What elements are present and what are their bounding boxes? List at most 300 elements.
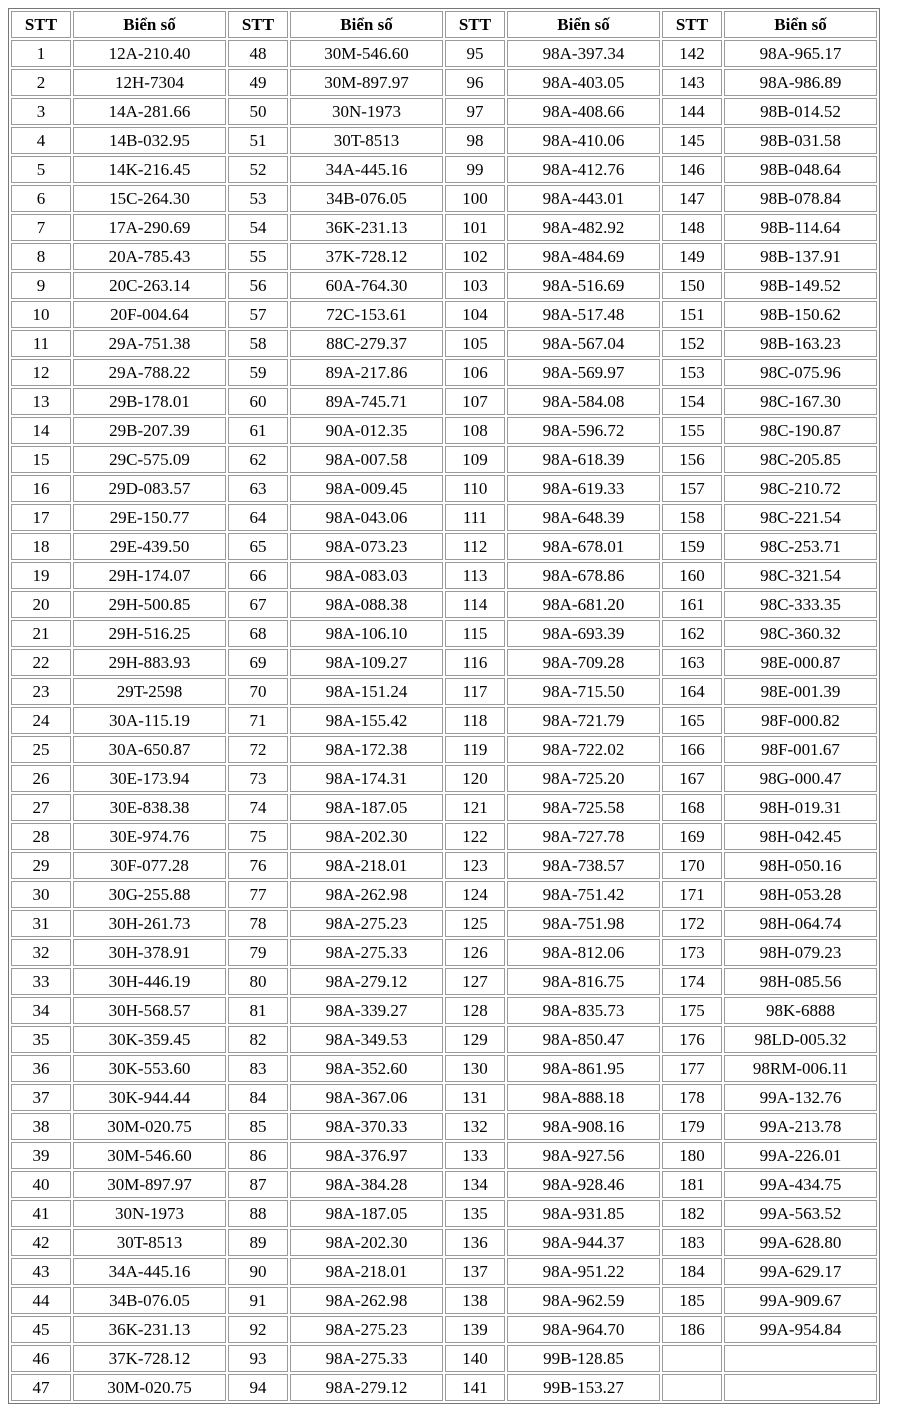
stt-cell: 54 (228, 214, 288, 241)
plate-number-cell: 98K-6888 (724, 997, 877, 1024)
plate-number-cell: 30M-897.97 (290, 69, 443, 96)
plate-number-cell: 30K-359.45 (73, 1026, 226, 1053)
stt-cell: 3 (11, 98, 71, 125)
plate-number-cell: 98A-962.59 (507, 1287, 660, 1314)
plate-number-cell: 98A-083.03 (290, 562, 443, 589)
stt-cell: 110 (445, 475, 505, 502)
plate-number-cell: 98G-000.47 (724, 765, 877, 792)
plate-number-cell: 98A-043.06 (290, 504, 443, 531)
plate-number-cell: 98H-053.28 (724, 881, 877, 908)
stt-cell: 155 (662, 417, 722, 444)
stt-cell: 89 (228, 1229, 288, 1256)
stt-cell: 119 (445, 736, 505, 763)
stt-cell: 37 (11, 1084, 71, 1111)
stt-cell: 154 (662, 388, 722, 415)
plate-number-cell: 98B-014.52 (724, 98, 877, 125)
plate-number-cell: 98A-678.86 (507, 562, 660, 589)
plate-number-cell: 98A-202.30 (290, 823, 443, 850)
plate-number-cell: 98A-349.53 (290, 1026, 443, 1053)
stt-cell: 7 (11, 214, 71, 241)
plate-number-cell: 98B-137.91 (724, 243, 877, 270)
table-row (11, 881, 877, 908)
plate-number-cell: 98A-106.10 (290, 620, 443, 647)
stt-cell: 1 (11, 40, 71, 67)
stt-cell: 160 (662, 562, 722, 589)
plate-number-cell: 98A-951.22 (507, 1258, 660, 1285)
plate-number-cell: 30E-974.76 (73, 823, 226, 850)
plate-number-cell: 30H-378.91 (73, 939, 226, 966)
stt-cell: 183 (662, 1229, 722, 1256)
plate-number-cell: 98A-172.38 (290, 736, 443, 763)
stt-cell: 68 (228, 620, 288, 647)
table-row (11, 1084, 877, 1111)
stt-cell: 108 (445, 417, 505, 444)
stt-cell: 52 (228, 156, 288, 183)
plate-number-cell: 98A-367.06 (290, 1084, 443, 1111)
stt-cell: 41 (11, 1200, 71, 1227)
stt-cell: 56 (228, 272, 288, 299)
plate-number-cell: 98A-275.33 (290, 939, 443, 966)
table-row (11, 504, 877, 531)
stt-cell: 95 (445, 40, 505, 67)
plate-number-cell: 30M-020.75 (73, 1113, 226, 1140)
plate-number-cell: 99A-434.75 (724, 1171, 877, 1198)
stt-header: STT (228, 11, 288, 38)
plate-number-cell: 98A-187.05 (290, 1200, 443, 1227)
table-row (11, 1316, 877, 1343)
plate-number-cell: 98B-078.84 (724, 185, 877, 212)
plate-number-cell: 98A-678.01 (507, 533, 660, 560)
table-row (11, 852, 877, 879)
plate-number-cell: 99A-213.78 (724, 1113, 877, 1140)
stt-cell: 79 (228, 939, 288, 966)
plate-number-cell: 30E-838.38 (73, 794, 226, 821)
stt-cell: 72 (228, 736, 288, 763)
stt-cell: 50 (228, 98, 288, 125)
plate-number-cell: 98A-339.27 (290, 997, 443, 1024)
table-row (11, 243, 877, 270)
plate-number-cell: 98A-187.05 (290, 794, 443, 821)
stt-cell: 27 (11, 794, 71, 821)
plate-number-cell: 14A-281.66 (73, 98, 226, 125)
table-row (11, 794, 877, 821)
plate-header: Biển số (507, 11, 660, 38)
stt-cell: 173 (662, 939, 722, 966)
plate-number-cell: 98A-908.16 (507, 1113, 660, 1140)
stt-cell: 127 (445, 968, 505, 995)
stt-cell: 125 (445, 910, 505, 937)
stt-cell: 151 (662, 301, 722, 328)
stt-cell: 103 (445, 272, 505, 299)
stt-cell: 142 (662, 40, 722, 67)
table-row (11, 1055, 877, 1082)
plate-number-cell: 98A-722.02 (507, 736, 660, 763)
stt-cell: 176 (662, 1026, 722, 1053)
stt-cell: 144 (662, 98, 722, 125)
plate-number-cell: 98A-384.28 (290, 1171, 443, 1198)
stt-cell: 118 (445, 707, 505, 734)
plate-number-cell: 37K-728.12 (73, 1345, 226, 1372)
stt-cell: 169 (662, 823, 722, 850)
stt-cell: 28 (11, 823, 71, 850)
stt-cell: 186 (662, 1316, 722, 1343)
plate-number-cell: 98C-190.87 (724, 417, 877, 444)
stt-cell: 77 (228, 881, 288, 908)
stt-cell: 174 (662, 968, 722, 995)
stt-cell: 63 (228, 475, 288, 502)
plate-number-cell: 29A-751.38 (73, 330, 226, 357)
stt-cell: 109 (445, 446, 505, 473)
plate-number-cell: 30G-255.88 (73, 881, 226, 908)
table-row (11, 707, 877, 734)
stt-cell: 64 (228, 504, 288, 531)
table-row (11, 1229, 877, 1256)
stt-cell: 130 (445, 1055, 505, 1082)
table-row (11, 185, 877, 212)
stt-cell: 91 (228, 1287, 288, 1314)
plate-number-cell: 36K-231.13 (290, 214, 443, 241)
table-row (11, 1258, 877, 1285)
license-plate-table (8, 8, 880, 1404)
stt-cell: 43 (11, 1258, 71, 1285)
plate-number-cell: 98A-370.33 (290, 1113, 443, 1140)
stt-cell: 11 (11, 330, 71, 357)
plate-number-cell: 30M-546.60 (290, 40, 443, 67)
stt-cell: 150 (662, 272, 722, 299)
table-row (11, 997, 877, 1024)
stt-cell: 107 (445, 388, 505, 415)
plate-number-cell: 29A-788.22 (73, 359, 226, 386)
plate-number-cell: 88C-279.37 (290, 330, 443, 357)
stt-cell: 83 (228, 1055, 288, 1082)
stt-cell: 149 (662, 243, 722, 270)
stt-cell: 101 (445, 214, 505, 241)
plate-number-cell: 98A-352.60 (290, 1055, 443, 1082)
plate-number-cell: 98A-927.56 (507, 1142, 660, 1169)
stt-cell: 66 (228, 562, 288, 589)
plate-number-cell: 98A-861.95 (507, 1055, 660, 1082)
stt-cell: 106 (445, 359, 505, 386)
plate-number-cell: 98C-333.35 (724, 591, 877, 618)
stt-cell: 134 (445, 1171, 505, 1198)
stt-cell: 156 (662, 446, 722, 473)
stt-cell: 48 (228, 40, 288, 67)
plate-number-cell: 98A-275.23 (290, 1316, 443, 1343)
plate-number-cell: 99B-128.85 (507, 1345, 660, 1372)
table-row (11, 1287, 877, 1314)
plate-number-cell: 12A-210.40 (73, 40, 226, 67)
stt-cell: 86 (228, 1142, 288, 1169)
table-row (11, 127, 877, 154)
stt-cell: 140 (445, 1345, 505, 1372)
plate-number-cell (724, 1374, 877, 1401)
plate-number-cell: 30N-1973 (290, 98, 443, 125)
stt-cell: 122 (445, 823, 505, 850)
plate-number-cell: 98A-812.06 (507, 939, 660, 966)
stt-cell: 78 (228, 910, 288, 937)
plate-number-cell: 98H-019.31 (724, 794, 877, 821)
plate-number-cell: 98LD-005.32 (724, 1026, 877, 1053)
stt-cell: 39 (11, 1142, 71, 1169)
stt-cell: 19 (11, 562, 71, 589)
plate-number-cell: 98A-007.58 (290, 446, 443, 473)
plate-number-cell: 98B-150.62 (724, 301, 877, 328)
stt-cell: 4 (11, 127, 71, 154)
stt-cell: 115 (445, 620, 505, 647)
stt-cell: 33 (11, 968, 71, 995)
stt-cell: 46 (11, 1345, 71, 1372)
stt-cell: 93 (228, 1345, 288, 1372)
stt-cell: 10 (11, 301, 71, 328)
plate-number-cell: 98A-619.33 (507, 475, 660, 502)
stt-cell: 161 (662, 591, 722, 618)
plate-number-cell: 34B-076.05 (73, 1287, 226, 1314)
plate-number-cell: 98A-584.08 (507, 388, 660, 415)
plate-number-cell: 98A-928.46 (507, 1171, 660, 1198)
plate-number-cell: 98C-210.72 (724, 475, 877, 502)
stt-cell: 185 (662, 1287, 722, 1314)
stt-cell: 157 (662, 475, 722, 502)
plate-number-cell: 89A-217.86 (290, 359, 443, 386)
plate-number-cell: 29H-516.25 (73, 620, 226, 647)
stt-cell: 16 (11, 475, 71, 502)
table-row (11, 475, 877, 502)
plate-number-cell: 29H-174.07 (73, 562, 226, 589)
stt-cell: 6 (11, 185, 71, 212)
plate-header: Biển số (290, 11, 443, 38)
plate-number-cell: 98C-360.32 (724, 620, 877, 647)
table-row (11, 1026, 877, 1053)
table-row (11, 359, 877, 386)
stt-cell: 38 (11, 1113, 71, 1140)
stt-cell: 165 (662, 707, 722, 734)
table-row (11, 591, 877, 618)
plate-number-cell: 30T-8513 (290, 127, 443, 154)
stt-cell: 141 (445, 1374, 505, 1401)
stt-cell: 74 (228, 794, 288, 821)
stt-cell: 85 (228, 1113, 288, 1140)
plate-number-cell: 30H-446.19 (73, 968, 226, 995)
stt-cell: 111 (445, 504, 505, 531)
stt-cell: 179 (662, 1113, 722, 1140)
plate-number-cell: 98H-042.45 (724, 823, 877, 850)
stt-cell: 148 (662, 214, 722, 241)
stt-cell: 47 (11, 1374, 71, 1401)
stt-cell: 21 (11, 620, 71, 647)
plate-number-cell: 98A-073.23 (290, 533, 443, 560)
plate-number-cell: 98A-816.75 (507, 968, 660, 995)
plate-number-cell: 98A-262.98 (290, 1287, 443, 1314)
stt-cell: 22 (11, 649, 71, 676)
table-row (11, 40, 877, 67)
plate-number-cell: 98A-155.42 (290, 707, 443, 734)
plate-number-cell: 98A-109.27 (290, 649, 443, 676)
plate-number-cell: 98A-218.01 (290, 852, 443, 879)
plate-number-cell: 98E-001.39 (724, 678, 877, 705)
stt-cell: 87 (228, 1171, 288, 1198)
stt-cell: 159 (662, 533, 722, 560)
stt-cell: 69 (228, 649, 288, 676)
table-row (11, 823, 877, 850)
plate-number-cell: 34A-445.16 (290, 156, 443, 183)
plate-number-cell: 98A-725.20 (507, 765, 660, 792)
stt-cell: 88 (228, 1200, 288, 1227)
plate-number-cell: 15C-264.30 (73, 185, 226, 212)
stt-cell: 49 (228, 69, 288, 96)
stt-cell: 172 (662, 910, 722, 937)
stt-cell: 25 (11, 736, 71, 763)
plate-number-cell: 98E-000.87 (724, 649, 877, 676)
stt-cell: 32 (11, 939, 71, 966)
plate-number-cell: 98A-709.28 (507, 649, 660, 676)
plate-number-cell: 98A-648.39 (507, 504, 660, 531)
plate-number-cell: 30H-568.57 (73, 997, 226, 1024)
plate-number-cell: 30T-8513 (73, 1229, 226, 1256)
stt-header: STT (662, 11, 722, 38)
plate-number-cell: 98A-174.31 (290, 765, 443, 792)
table-row (11, 1113, 877, 1140)
plate-number-cell: 98B-048.64 (724, 156, 877, 183)
plate-number-cell: 20A-785.43 (73, 243, 226, 270)
stt-cell: 102 (445, 243, 505, 270)
plate-number-cell: 98C-205.85 (724, 446, 877, 473)
table-row (11, 272, 877, 299)
plate-number-cell: 98A-517.48 (507, 301, 660, 328)
stt-cell: 61 (228, 417, 288, 444)
stt-cell: 65 (228, 533, 288, 560)
stt-cell: 113 (445, 562, 505, 589)
table-row (11, 446, 877, 473)
stt-cell (662, 1345, 722, 1372)
plate-number-cell: 30A-115.19 (73, 707, 226, 734)
plate-number-cell: 17A-290.69 (73, 214, 226, 241)
stt-cell: 15 (11, 446, 71, 473)
plate-number-cell: 98C-253.71 (724, 533, 877, 560)
plate-number-cell: 99A-628.80 (724, 1229, 877, 1256)
plate-number-cell: 37K-728.12 (290, 243, 443, 270)
stt-cell: 137 (445, 1258, 505, 1285)
stt-cell: 99 (445, 156, 505, 183)
stt-header: STT (445, 11, 505, 38)
table-row (11, 1142, 877, 1169)
plate-number-cell: 99A-629.17 (724, 1258, 877, 1285)
plate-number-cell: 98A-715.50 (507, 678, 660, 705)
plate-number-cell: 29B-207.39 (73, 417, 226, 444)
plate-number-cell: 30K-553.60 (73, 1055, 226, 1082)
plate-number-cell: 98A-088.38 (290, 591, 443, 618)
plate-number-cell: 98A-218.01 (290, 1258, 443, 1285)
plate-number-cell: 14B-032.95 (73, 127, 226, 154)
stt-cell: 178 (662, 1084, 722, 1111)
stt-cell: 105 (445, 330, 505, 357)
stt-cell: 24 (11, 707, 71, 734)
plate-number-cell: 29B-178.01 (73, 388, 226, 415)
stt-cell: 23 (11, 678, 71, 705)
plate-number-cell: 98A-516.69 (507, 272, 660, 299)
stt-cell: 143 (662, 69, 722, 96)
stt-cell: 34 (11, 997, 71, 1024)
stt-cell: 139 (445, 1316, 505, 1343)
plate-number-cell: 99A-954.84 (724, 1316, 877, 1343)
stt-cell (662, 1374, 722, 1401)
plate-number-cell: 98A-408.66 (507, 98, 660, 125)
plate-number-cell: 98B-163.23 (724, 330, 877, 357)
plate-number-cell: 99A-563.52 (724, 1200, 877, 1227)
stt-cell: 20 (11, 591, 71, 618)
stt-cell: 167 (662, 765, 722, 792)
stt-cell: 29 (11, 852, 71, 879)
stt-cell: 158 (662, 504, 722, 531)
stt-cell: 121 (445, 794, 505, 821)
plate-number-cell: 90A-012.35 (290, 417, 443, 444)
plate-header: Biển số (73, 11, 226, 38)
plate-number-cell: 29E-439.50 (73, 533, 226, 560)
table-body (11, 40, 877, 1401)
stt-cell: 84 (228, 1084, 288, 1111)
stt-cell: 26 (11, 765, 71, 792)
table-row (11, 98, 877, 125)
plate-number-cell: 98A-931.85 (507, 1200, 660, 1227)
stt-cell: 104 (445, 301, 505, 328)
plate-number-cell: 30A-650.87 (73, 736, 226, 763)
plate-number-cell: 98F-001.67 (724, 736, 877, 763)
plate-number-cell: 98C-167.30 (724, 388, 877, 415)
stt-cell: 30 (11, 881, 71, 908)
stt-cell: 116 (445, 649, 505, 676)
stt-cell: 13 (11, 388, 71, 415)
stt-cell: 153 (662, 359, 722, 386)
plate-number-cell: 30E-173.94 (73, 765, 226, 792)
plate-number-cell: 99A-909.67 (724, 1287, 877, 1314)
table-row (11, 301, 877, 328)
stt-cell: 120 (445, 765, 505, 792)
plate-number-cell: 30K-944.44 (73, 1084, 226, 1111)
plate-number-cell: 99A-132.76 (724, 1084, 877, 1111)
plate-number-cell: 98C-221.54 (724, 504, 877, 531)
stt-cell: 123 (445, 852, 505, 879)
table-row (11, 562, 877, 589)
stt-cell: 112 (445, 533, 505, 560)
stt-cell: 62 (228, 446, 288, 473)
plate-number-cell: 99B-153.27 (507, 1374, 660, 1401)
stt-cell: 181 (662, 1171, 722, 1198)
table-row (11, 156, 877, 183)
plate-number-cell: 36K-231.13 (73, 1316, 226, 1343)
plate-number-cell: 20C-263.14 (73, 272, 226, 299)
stt-cell: 129 (445, 1026, 505, 1053)
plate-number-cell: 98A-986.89 (724, 69, 877, 96)
plate-number-cell: 99A-226.01 (724, 1142, 877, 1169)
plate-number-cell: 98A-721.79 (507, 707, 660, 734)
stt-cell: 168 (662, 794, 722, 821)
plate-number-cell: 14K-216.45 (73, 156, 226, 183)
stt-cell: 92 (228, 1316, 288, 1343)
plate-number-cell: 98A-443.01 (507, 185, 660, 212)
stt-cell: 45 (11, 1316, 71, 1343)
stt-cell: 17 (11, 504, 71, 531)
stt-cell: 44 (11, 1287, 71, 1314)
stt-cell: 8 (11, 243, 71, 270)
stt-cell: 40 (11, 1171, 71, 1198)
plate-number-cell: 98H-064.74 (724, 910, 877, 937)
plate-number-cell: 98A-482.92 (507, 214, 660, 241)
plate-number-cell: 98C-321.54 (724, 562, 877, 589)
stt-cell: 94 (228, 1374, 288, 1401)
stt-cell: 182 (662, 1200, 722, 1227)
plate-number-cell: 98A-569.97 (507, 359, 660, 386)
stt-header: STT (11, 11, 71, 38)
plate-number-cell: 98B-149.52 (724, 272, 877, 299)
